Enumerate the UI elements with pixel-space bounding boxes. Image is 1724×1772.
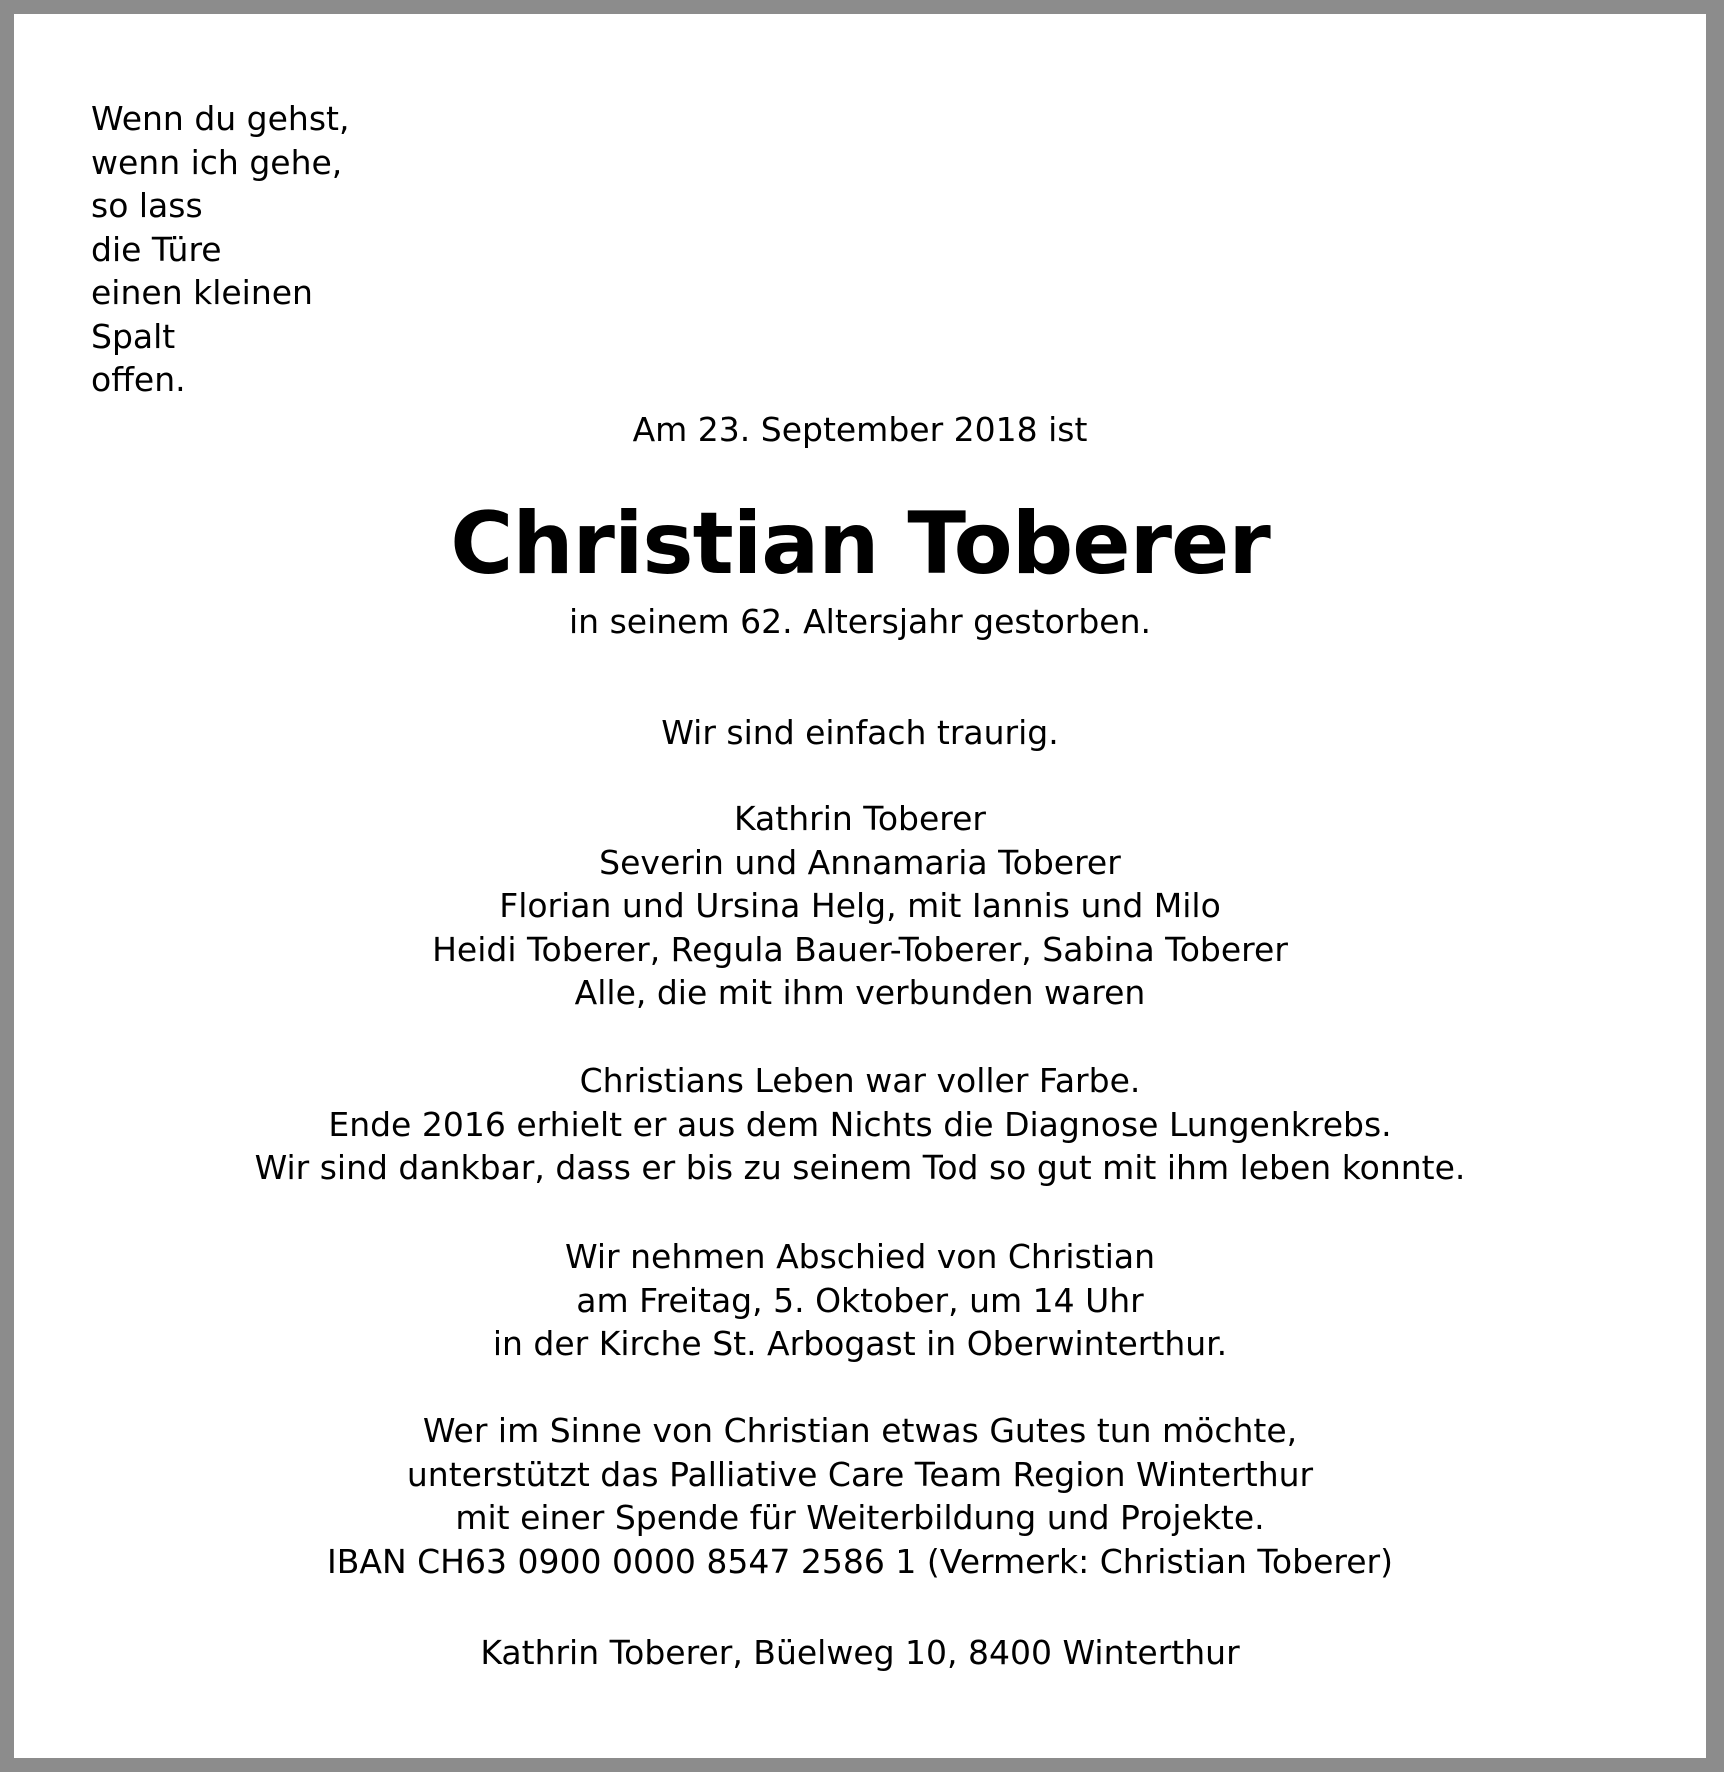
life-line: Wir sind dankbar, dass er bis zu seinem Tod so gut mit ihm leben konnte.	[254, 1148, 1466, 1187]
farewell-line: in der Kirche St. Arbogast in Oberwinterthur.	[492, 1324, 1228, 1363]
mourner-line: Heidi Toberer, Regula Bauer-Toberer, Sabina Toberer	[432, 929, 1288, 969]
motto-poem	[91, 97, 349, 402]
mourner-line: Severin und Annamaria Toberer	[599, 842, 1121, 882]
donation-line: Wer im Sinne von Christian etwas Gutes tun möchte,	[422, 1411, 1298, 1450]
iban-line: IBAN CH63 0900 0000 8547 2586 1 (Vermerk: Christian Toberer)	[327, 1541, 1393, 1581]
motto-line: wenn ich gehe,	[91, 142, 343, 182]
mourner-line: Kathrin Toberer	[734, 799, 986, 838]
life-paragraph	[14, 1059, 1706, 1190]
motto-line: einen kleinen	[91, 273, 313, 312]
motto-line: die Türe	[91, 229, 222, 269]
motto-line: offen.	[91, 360, 186, 399]
donation-paragraph	[14, 1409, 1706, 1583]
life-line: Christians Leben war voller Farbe.	[579, 1061, 1141, 1100]
farewell-line: Wir nehmen Abschied von Christian	[564, 1237, 1156, 1276]
mourners-list	[14, 797, 1706, 1015]
contact-address: Kathrin Toberer, Büelweg 10, 8400 Winterthur	[480, 1633, 1240, 1672]
intro-line: Am 23. September 2018 ist	[632, 410, 1088, 449]
motto-line: Spalt	[91, 316, 176, 356]
donation-line: unterstützt das Palliative Care Team Region Winterthur	[406, 1454, 1314, 1494]
mourner-line: Alle, die mit ihm verbunden waren	[574, 973, 1146, 1012]
donation-line: mit einer Spende für Weiterbildung und Projekte.	[455, 1498, 1265, 1537]
sadness-line: Wir sind einfach traurig.	[661, 713, 1059, 752]
farewell-line: am Freitag, 5. Oktober, um 14 Uhr	[576, 1280, 1144, 1320]
life-line: Ende 2016 erhielt er aus dem Nichts die Diagnose Lungenkrebs.	[328, 1104, 1392, 1144]
farewell-paragraph	[14, 1235, 1706, 1366]
mourner-line: Florian und Ursina Helg, mit Iannis und Milo	[499, 886, 1221, 925]
motto-line: so lass	[91, 186, 203, 225]
deceased-name: Christian Toberer	[450, 494, 1270, 594]
motto-line: Wenn du gehst,	[91, 99, 350, 138]
obituary-page	[14, 14, 1706, 1758]
age-line: in seinem 62. Altersjahr gestorben.	[569, 602, 1151, 641]
